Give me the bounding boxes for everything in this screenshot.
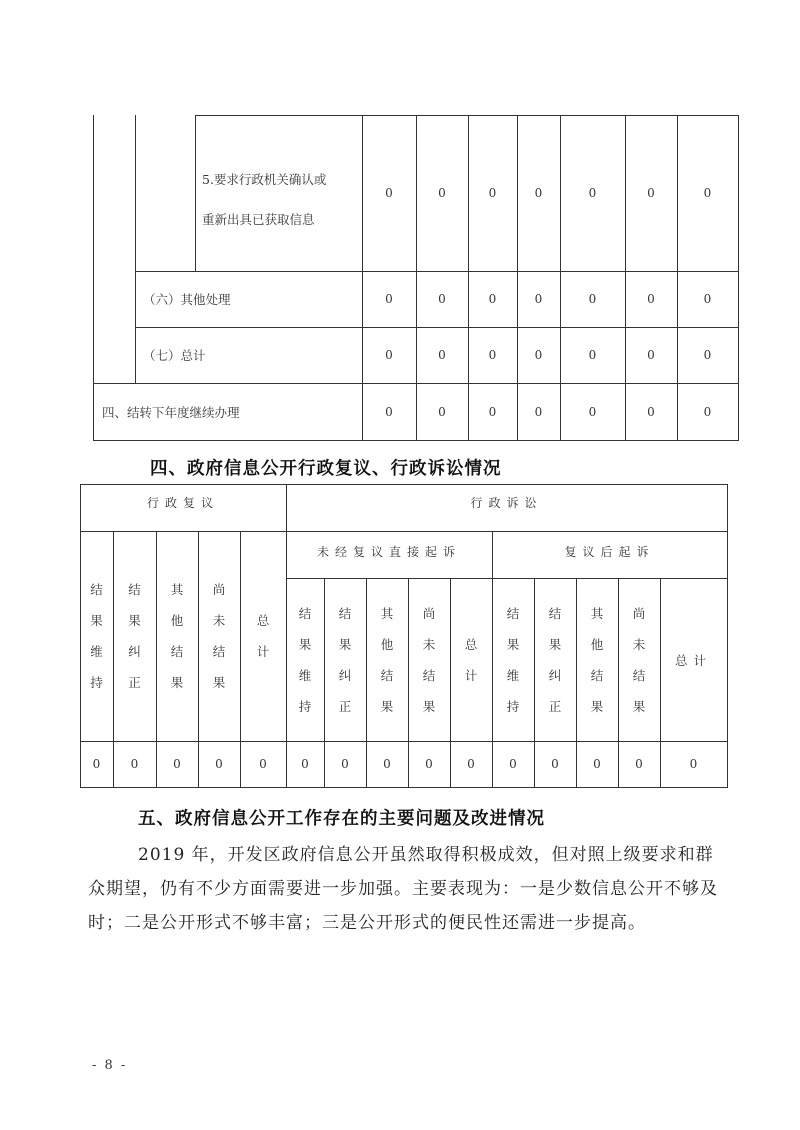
table-cell: 0 bbox=[488, 292, 497, 306]
column-header-other bbox=[156, 531, 198, 741]
char: 结 bbox=[422, 667, 436, 683]
char: 果 bbox=[590, 698, 604, 714]
row-label-other: （六）其他处理 bbox=[143, 292, 231, 307]
table-cell: 0 bbox=[301, 757, 309, 771]
char: 结 bbox=[506, 605, 520, 621]
char: 果 bbox=[506, 636, 520, 652]
header-administrative-review: 行政复议 bbox=[146, 495, 219, 510]
char: 结 bbox=[338, 605, 352, 621]
char: 结 bbox=[90, 582, 103, 597]
table-cell: 0 bbox=[647, 292, 655, 306]
row-label-item5 bbox=[202, 160, 360, 240]
char: 结 bbox=[548, 605, 562, 621]
column-header-upheld bbox=[286, 578, 324, 741]
char: 他 bbox=[380, 636, 394, 652]
char: 其 bbox=[170, 582, 184, 597]
table-cell: 0 bbox=[488, 404, 497, 419]
table-cell: 0 bbox=[383, 757, 391, 771]
column-header-corrected bbox=[324, 578, 366, 741]
section-5-paragraph: 2019 年，开发区政府信息公开虽然取得积极成效，但对照上级要求和群众期望，仍有不少方面需要进一步加强。主要表现为：一是少数信息公开不够及时；二是公开形式不够丰富；三是公开形式的便民性还需进一步提高。 bbox=[88, 845, 718, 933]
section-heading-5: 五、政府信息公开工作存在的主要问题及改进情况 bbox=[138, 809, 545, 829]
table-cell: 0 bbox=[703, 292, 712, 306]
char: 总 bbox=[256, 613, 270, 628]
char: 正 bbox=[338, 698, 352, 714]
char: 结 bbox=[632, 667, 646, 683]
char: 未 bbox=[632, 636, 646, 652]
char: 维 bbox=[90, 644, 103, 659]
table-cell: 0 bbox=[647, 404, 655, 419]
char: 果 bbox=[212, 675, 226, 690]
row-label-total: （七）总计 bbox=[143, 348, 206, 363]
char: 尚 bbox=[212, 582, 226, 597]
char: 尚 bbox=[632, 605, 646, 621]
char: 结 bbox=[128, 582, 141, 597]
page-number: - 8 - bbox=[92, 1058, 128, 1073]
table-cell: 0 bbox=[488, 348, 497, 362]
table-cell: 0 bbox=[588, 348, 597, 362]
char: 计 bbox=[256, 644, 270, 659]
char: 果 bbox=[422, 698, 436, 714]
table-cell: 0 bbox=[385, 404, 393, 419]
char: 结 bbox=[170, 644, 184, 659]
table-cell: 0 bbox=[509, 757, 517, 771]
char: 正 bbox=[548, 698, 562, 714]
table-cell: 0 bbox=[534, 186, 543, 200]
char: 其 bbox=[590, 605, 604, 621]
column-header-total bbox=[240, 531, 286, 741]
char: 持 bbox=[506, 698, 520, 714]
row-label-line: 重新出具已获取信息 bbox=[202, 212, 315, 227]
table-cell: 0 bbox=[534, 292, 543, 306]
char: 结 bbox=[590, 667, 604, 683]
char: 他 bbox=[590, 636, 604, 652]
table-cell: 0 bbox=[173, 757, 181, 771]
table1-divider bbox=[195, 115, 196, 271]
table-cell: 0 bbox=[488, 186, 497, 200]
char: 未 bbox=[212, 613, 226, 628]
table-cell: 0 bbox=[551, 757, 559, 771]
char: 果 bbox=[298, 636, 312, 652]
table2-border-right bbox=[727, 484, 728, 788]
column-header-corrected bbox=[113, 531, 156, 741]
char: 结 bbox=[298, 605, 312, 621]
char: 维 bbox=[506, 667, 520, 683]
table1-divider bbox=[135, 115, 136, 383]
char: 持 bbox=[298, 698, 312, 714]
char: 他 bbox=[170, 613, 184, 628]
char: 尚 bbox=[422, 605, 436, 621]
header-direct-suit: 未经复议直接起诉 bbox=[316, 544, 461, 559]
table1-border-left bbox=[93, 115, 94, 441]
column-header-other bbox=[576, 578, 618, 741]
table-cell: 0 bbox=[259, 757, 267, 771]
table-cell: 0 bbox=[534, 348, 543, 362]
char: 纠 bbox=[338, 667, 352, 683]
table-cell: 0 bbox=[467, 757, 475, 771]
table-cell: 0 bbox=[341, 757, 349, 771]
table-cell: 0 bbox=[438, 292, 446, 306]
char: 果 bbox=[170, 675, 184, 690]
row-label-line: 5.要求行政机关确认或 bbox=[202, 172, 327, 187]
column-header-total: 总计 bbox=[674, 652, 712, 668]
header-administrative-litigation: 行政诉讼 bbox=[470, 495, 543, 510]
table2-border-bottom bbox=[80, 787, 728, 788]
table-cell: 0 bbox=[92, 757, 101, 771]
column-header-other bbox=[366, 578, 408, 741]
table-cell: 0 bbox=[689, 757, 698, 771]
char: 果 bbox=[128, 613, 141, 628]
char: 果 bbox=[90, 613, 103, 628]
char: 果 bbox=[338, 636, 352, 652]
table-cell: 0 bbox=[703, 186, 712, 200]
table-cell: 0 bbox=[385, 292, 393, 306]
char: 未 bbox=[422, 636, 436, 652]
table1-rule bbox=[93, 440, 739, 441]
char: 果 bbox=[632, 698, 646, 714]
table-cell: 0 bbox=[588, 292, 597, 306]
char: 结 bbox=[212, 644, 226, 659]
section-heading-4: 四、政府信息公开行政复议、行政诉讼情况 bbox=[150, 459, 502, 479]
char: 正 bbox=[128, 675, 141, 690]
table-cell: 0 bbox=[593, 757, 601, 771]
table-cell: 0 bbox=[647, 186, 655, 200]
char: 维 bbox=[298, 667, 312, 683]
table-cell: 0 bbox=[425, 757, 433, 771]
table-cell: 0 bbox=[588, 186, 597, 200]
table-cell: 0 bbox=[588, 404, 597, 419]
table-cell: 0 bbox=[703, 404, 712, 419]
char: 其 bbox=[380, 605, 394, 621]
char: 果 bbox=[380, 698, 394, 714]
table-cell: 0 bbox=[635, 757, 643, 771]
table-cell: 0 bbox=[385, 186, 393, 200]
table-cell: 0 bbox=[385, 348, 393, 362]
table-cell: 0 bbox=[534, 404, 543, 419]
table-cell: 0 bbox=[438, 186, 446, 200]
table1-border-right bbox=[738, 115, 739, 441]
char: 持 bbox=[90, 675, 103, 690]
char: 纠 bbox=[128, 644, 141, 659]
table-cell: 0 bbox=[438, 348, 446, 362]
header-suit-after-review: 复议后起诉 bbox=[564, 544, 655, 559]
table-cell: 0 bbox=[438, 404, 446, 419]
char: 总 bbox=[464, 636, 478, 652]
column-header-pending bbox=[198, 531, 240, 741]
column-header-pending bbox=[408, 578, 450, 741]
char: 计 bbox=[464, 667, 478, 683]
row-label-carry-over: 四、结转下年度继续办理 bbox=[102, 404, 240, 420]
table-cell: 0 bbox=[215, 757, 223, 771]
char: 纠 bbox=[548, 667, 562, 683]
table-cell: 0 bbox=[647, 348, 655, 362]
column-header-corrected bbox=[534, 578, 576, 741]
table-cell: 0 bbox=[703, 348, 712, 362]
column-header-upheld bbox=[492, 578, 534, 741]
column-header-total bbox=[450, 578, 492, 741]
char: 结 bbox=[380, 667, 394, 683]
column-header-upheld bbox=[80, 531, 113, 741]
table-cell: 0 bbox=[130, 757, 139, 771]
char: 果 bbox=[548, 636, 562, 652]
column-header-pending bbox=[618, 578, 660, 741]
